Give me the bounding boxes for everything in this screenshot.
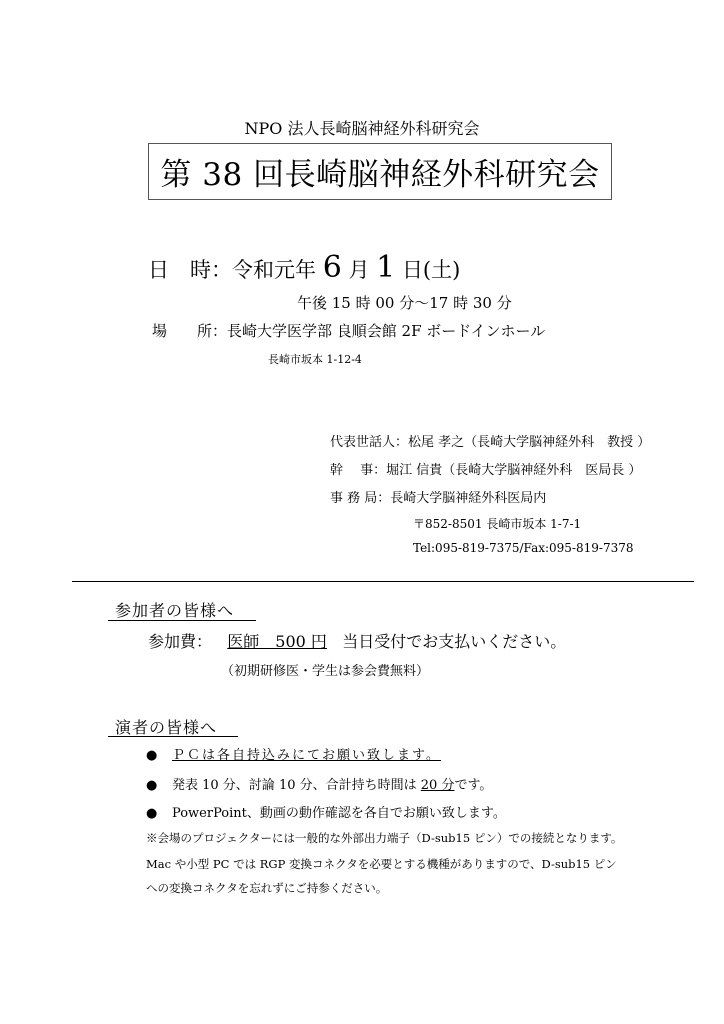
bullet-icon: ● xyxy=(146,778,158,793)
speaker-item-2-pre: 発表 10 分、討論 10 分、合計持ち時間は xyxy=(172,778,417,793)
bullet-icon: ● xyxy=(146,806,158,821)
fee-note: （初期研修医・学生は参会費無料） xyxy=(221,664,430,679)
datetime-line xyxy=(148,250,460,285)
speaker-item-3: PowerPoint、動画の動作確認を各自でお願い致します。 xyxy=(172,806,506,821)
datetime-label: 日 時： xyxy=(148,258,232,282)
fee-label: 参加費： xyxy=(148,632,213,651)
venue-address: 長崎市坂本 1-12-4 xyxy=(268,353,362,366)
organization-name: NPO 法人長崎脳神経外科研究会 xyxy=(244,119,480,138)
fee-line xyxy=(148,629,566,652)
participants-heading: 参加者の皆様へ xyxy=(115,601,235,620)
event-time: 午後 15 時 00 分～17 時 30 分 xyxy=(297,294,512,312)
list-item xyxy=(146,774,492,793)
month-unit: 月 xyxy=(348,258,370,282)
venue-line xyxy=(152,320,545,341)
list-item xyxy=(146,802,506,821)
phone-fax: Tel:095-819-7375/Fax:095-819-7378 xyxy=(413,541,634,555)
fee-text: 当日受付でお支払いください。 xyxy=(342,632,567,651)
day-unit: 日(土) xyxy=(401,258,461,282)
projector-note-2: Mac や小型 PC では RGP 変換コネクタを必要とする機種がありますので、D-sub15 ピン xyxy=(146,857,617,871)
page-title: 第 38 回長崎脳神経外科研究会 xyxy=(160,157,600,193)
section-divider xyxy=(72,581,694,582)
projector-note-3: への変換コネクタを忘れずにご持参ください。 xyxy=(146,881,388,895)
speaker-item-2-time: 20 分 xyxy=(420,778,455,793)
projector-note-1: ※会場のプロジェクターには一般的な外部出力端子（D-sub15 ピン）での接続となります。 xyxy=(146,831,623,845)
speakers-heading: 演者の皆様へ xyxy=(115,718,218,737)
participants-heading-underline xyxy=(108,620,256,621)
era: 令和元年 xyxy=(232,258,316,282)
postal-address: 〒852-8501 長崎市坂本 1-7-1 xyxy=(413,517,582,531)
speaker-item-2-post: です。 xyxy=(454,778,493,793)
speakers-heading-underline xyxy=(108,736,238,737)
secretariat-office: 事 務 局：長崎大学脳神経外科医局内 xyxy=(330,491,547,506)
representative: 代表世話人：松尾 孝之（長崎大学脳神経外科 教授 ） xyxy=(330,435,651,450)
bullet-icon: ● xyxy=(146,748,160,763)
list-item xyxy=(146,744,441,763)
day: 1 xyxy=(376,250,396,285)
fee-value: 医師 500 円 xyxy=(227,632,327,651)
speaker-item-1: ＰＣは各自持込みにてお願い致します。 xyxy=(172,748,441,763)
title-box xyxy=(148,143,612,200)
secretary: 幹 事：堀江 信貴（長崎大学脳神経外科 医局長 ） xyxy=(330,463,642,478)
month: 6 xyxy=(322,250,342,285)
venue-place: 長崎大学医学部 良順会館 2F ボードインホール xyxy=(227,322,546,340)
venue-label: 場 所： xyxy=(152,322,228,340)
